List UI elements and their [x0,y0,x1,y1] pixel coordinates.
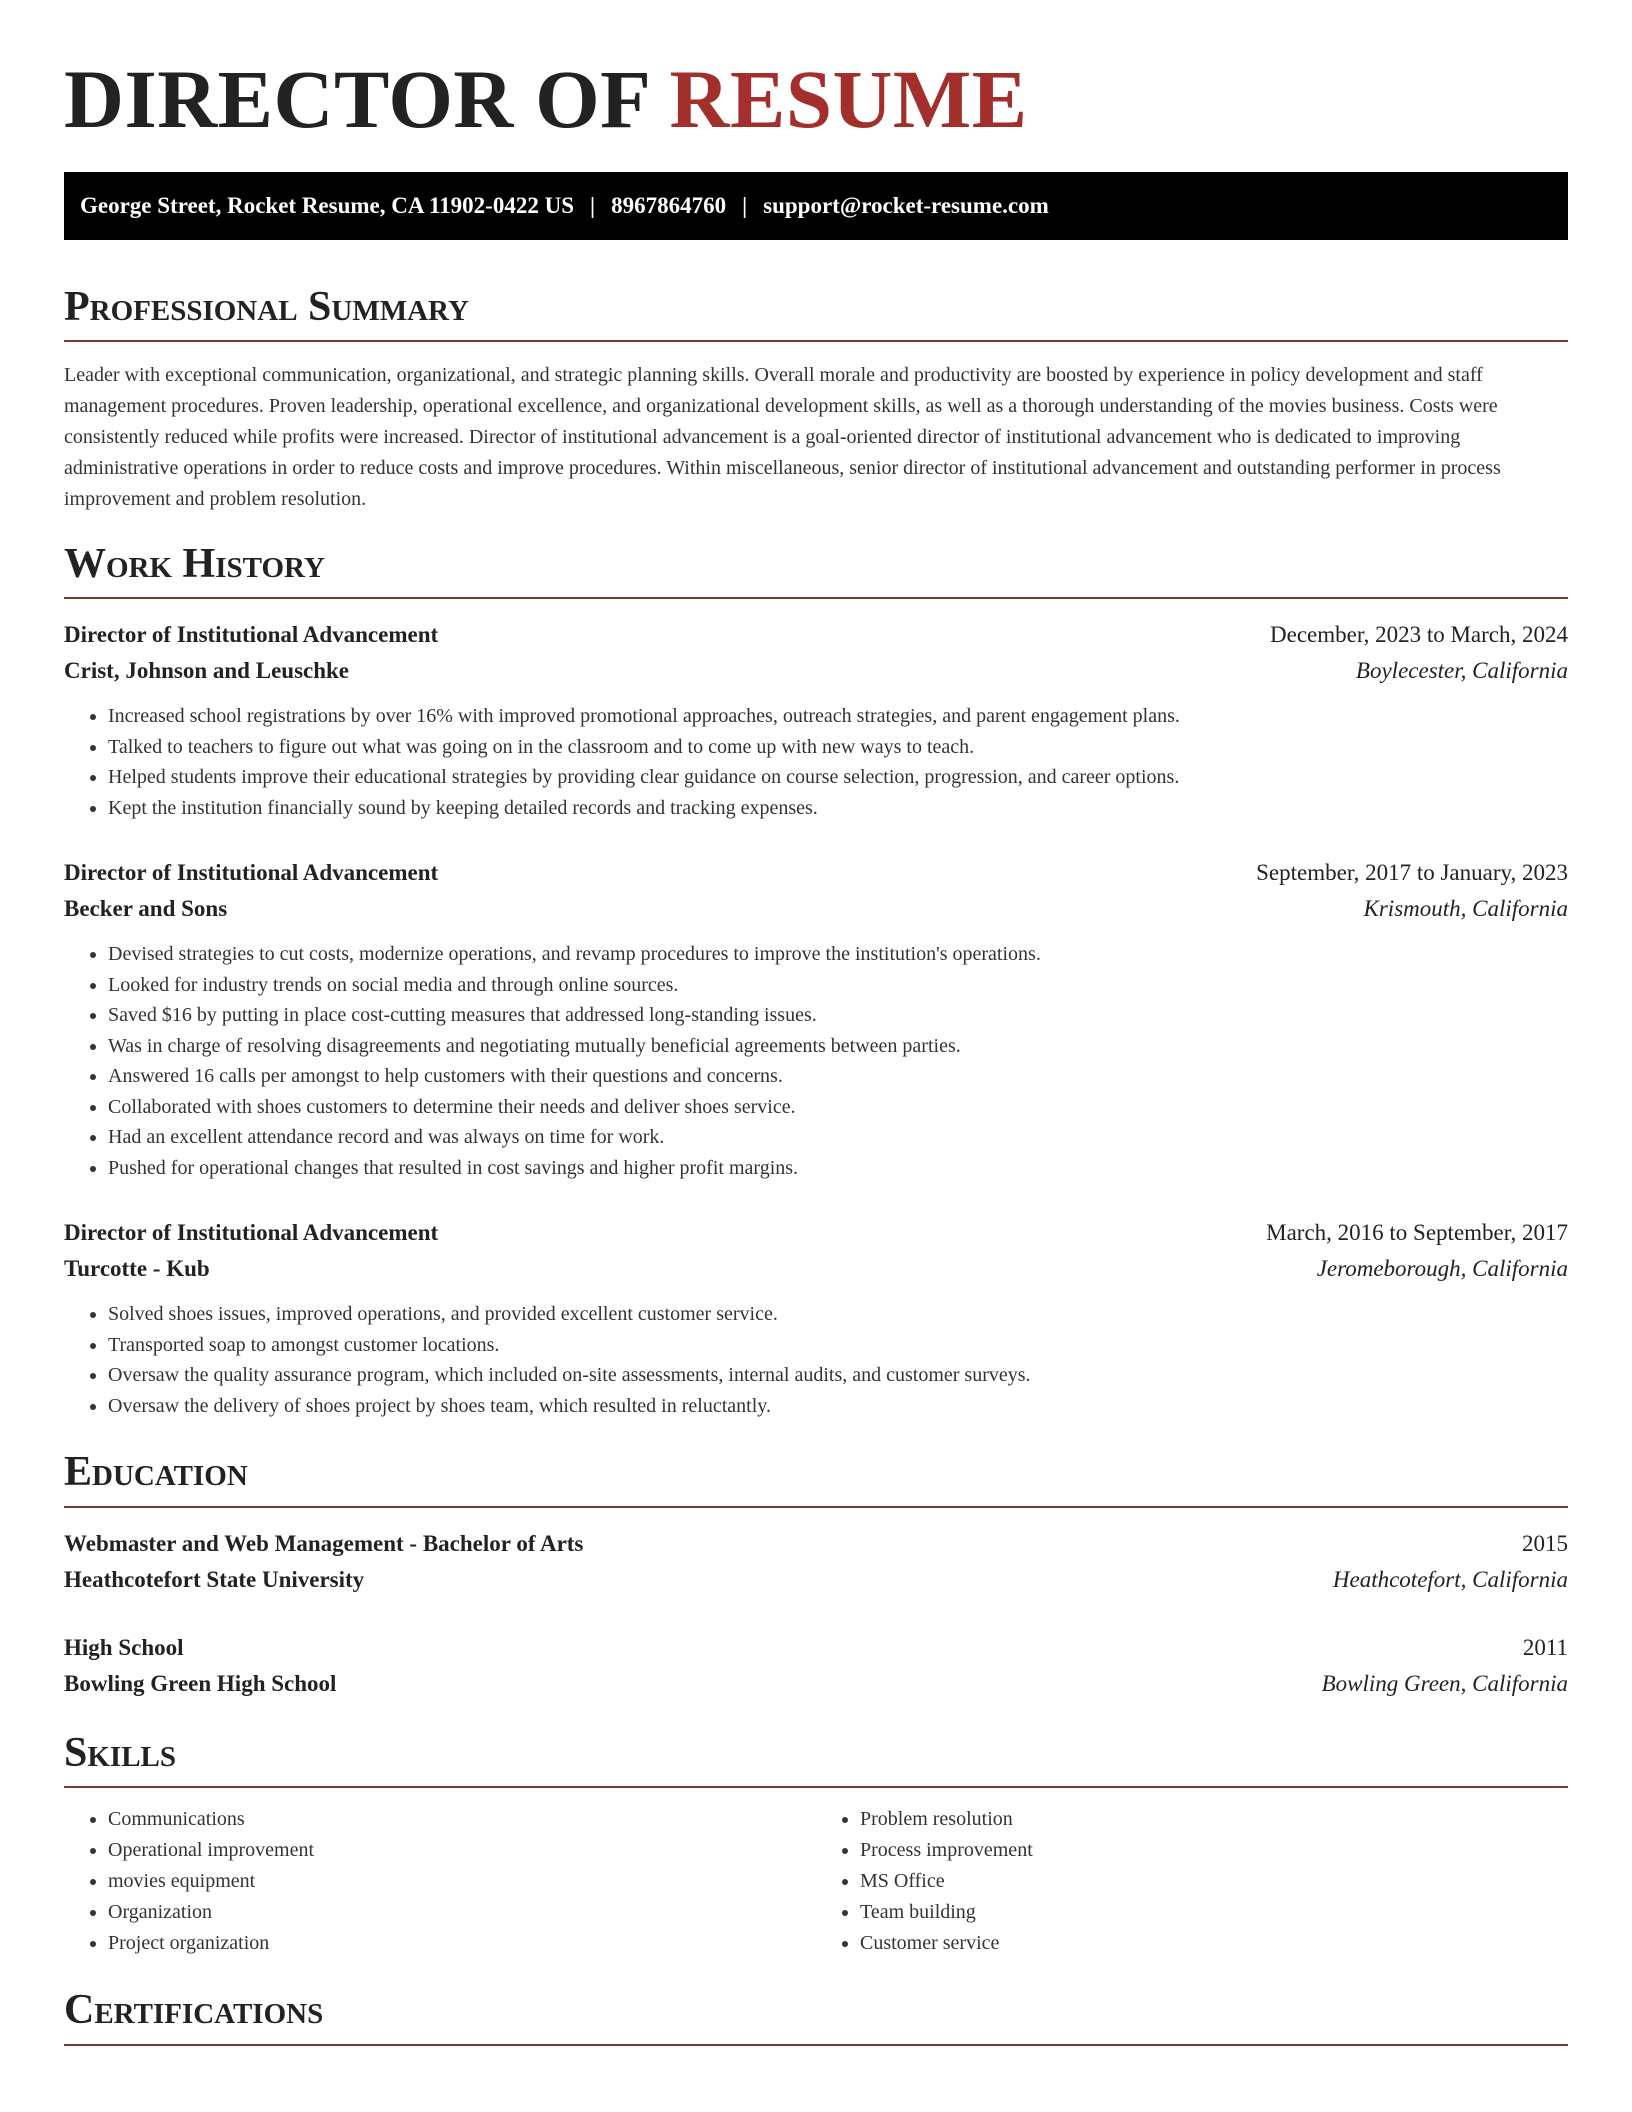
job-bullet: • Collaborated with shoes customers to determine their needs and deliver shoes service. [108,1092,1568,1123]
job-role: Director of Institutional Advancement [64,860,439,886]
job-bullet: • Oversaw the quality assurance program, which included on-site assessments, internal audits, and customer surveys. [108,1360,1568,1391]
education-header-row [64,1526,1568,1562]
summary-text: Leader with exceptional communication, organizational, and strategic planning skills. Overall morale and productivity are boosted by experience in policy development and staff management procedures. Proven leadership, operational excellence, and organizational development skills, as well as a thorough understanding of the movies business. Costs were consistently reduced while profits were increased. Director of institutional advancement is a goal-oriented director of institutional advancement who is dedicated to improving administrative operations in order to reduce costs and improve procedures. Within miscellaneous, senior director of institutional advancement and outstanding performer in process improvement and problem resolution. [64,363,1501,510]
skill-item: • Process improvement [860,1835,1568,1866]
education-degree: High School [64,1634,184,1660]
skill-item: • MS Office [860,1866,1568,1897]
job-bullet: • Solved shoes issues, improved operations, and provided excellent customer service. [108,1299,1568,1330]
contact-phone: 8967864760 [611,192,727,218]
job-company-row [64,891,1568,927]
job-company: Crist, Johnson and Leuschke [64,658,350,684]
contact-email: support@rocket-resume.com [763,192,1049,218]
section-title-work-history: Work History [64,539,1568,599]
education-location: Heathcotefort, California [1332,1566,1568,1592]
education-location: Bowling Green, California [1321,1670,1568,1696]
skills-column-right [816,1804,1568,1959]
job-entry [64,1215,1568,1421]
job-location: Boylecester, California [1355,658,1568,684]
education-degree: Webmaster and Web Management - Bachelor of Arts [64,1530,584,1556]
job-company: Turcotte - Kub [64,1256,210,1282]
contact-separator: | [589,192,596,218]
job-bullet: • Looked for industry trends on social media and through online sources. [108,970,1568,1001]
job-bullet: • Talked to teachers to figure out what was going on in the classroom and to come up with new ways to teach. [108,732,1568,763]
job-bullet: • Had an excellent attendance record and was always on time for work. [108,1122,1568,1153]
job-bullet: • Was in charge of resolving disagreements and negotiating mutually beneficial agreements between parties. [108,1031,1568,1062]
section-title-summary: Professional Summary [64,282,1568,342]
name-first: DIRECTOR OF [64,53,649,145]
job-bullets [64,939,1568,1183]
job-company: Becker and Sons [64,896,228,922]
contact-bar [64,172,1568,240]
job-location: Krismouth, California [1363,896,1568,922]
section-title-education: Education [64,1447,1568,1507]
contact-address: George Street, Rocket Resume, CA 11902-0422 US [80,192,574,218]
education-entry [64,1526,1568,1598]
job-bullets [64,1299,1568,1421]
skill-item: • Project organization [108,1928,816,1959]
education-header-row [64,1630,1568,1666]
job-bullets [64,701,1568,823]
job-bullet: • Pushed for operational changes that resulted in cost savings and higher profit margins. [108,1153,1568,1184]
skill-item: • Communications [108,1804,816,1835]
education-entry [64,1630,1568,1702]
job-bullet: • Helped students improve their educational strategies by providing clear guidance on course selection, progression, and career options. [108,762,1568,793]
job-bullet: • Kept the institution financially sound by keeping detailed records and tracking expenses. [108,793,1568,824]
job-entry [64,855,1568,1183]
education-school: Heathcotefort State University [64,1566,365,1592]
job-location: Jeromeborough, California [1316,1256,1568,1282]
section-title-certifications: Certifications [64,1985,1568,2045]
job-dates: September, 2017 to January, 2023 [1256,860,1568,886]
name-last: RESUME [669,53,1028,145]
skills-column-left [64,1804,816,1959]
education-year: 2011 [1522,1634,1568,1660]
skill-item: • movies equipment [108,1866,816,1897]
education-school-row [64,1562,1568,1598]
skill-item: • Operational improvement [108,1835,816,1866]
job-header-row [64,617,1568,653]
skill-item: • Problem resolution [860,1804,1568,1835]
job-bullet: • Devised strategies to cut costs, modernize operations, and revamp procedures to improve the institution's operations. [108,939,1568,970]
resume-name [64,50,1568,150]
job-company-row [64,1251,1568,1287]
job-company-row [64,653,1568,689]
job-bullet: • Saved $16 by putting in place cost-cutting measures that addressed long-standing issues. [108,1000,1568,1031]
job-header-row [64,1215,1568,1251]
skill-item: • Customer service [860,1928,1568,1959]
job-entry [64,617,1568,823]
section-title-skills: Skills [64,1728,1568,1788]
job-bullet: • Transported soap to amongst customer locations. [108,1330,1568,1361]
job-role: Director of Institutional Advancement [64,1220,439,1246]
education-school-row [64,1666,1568,1702]
job-dates: March, 2016 to September, 2017 [1266,1220,1568,1246]
job-bullet: • Increased school registrations by over 16% with improved promotional approaches, outreach strategies, and parent engagement plans. [108,701,1568,732]
job-bullet: • Answered 16 calls per amongst to help customers with their questions and concerns. [108,1061,1568,1092]
skills-grid [64,1804,1568,1959]
skill-item: • Team building [860,1897,1568,1928]
job-bullet: • Oversaw the delivery of shoes project by shoes team, which resulted in reluctantly. [108,1391,1568,1422]
education-school: Bowling Green High School [64,1670,337,1696]
job-role: Director of Institutional Advancement [64,622,439,648]
contact-separator: | [742,192,748,218]
skill-item: • Organization [108,1897,816,1928]
job-dates: December, 2023 to March, 2024 [1270,622,1568,648]
job-header-row [64,855,1568,891]
education-year: 2015 [1522,1530,1568,1556]
